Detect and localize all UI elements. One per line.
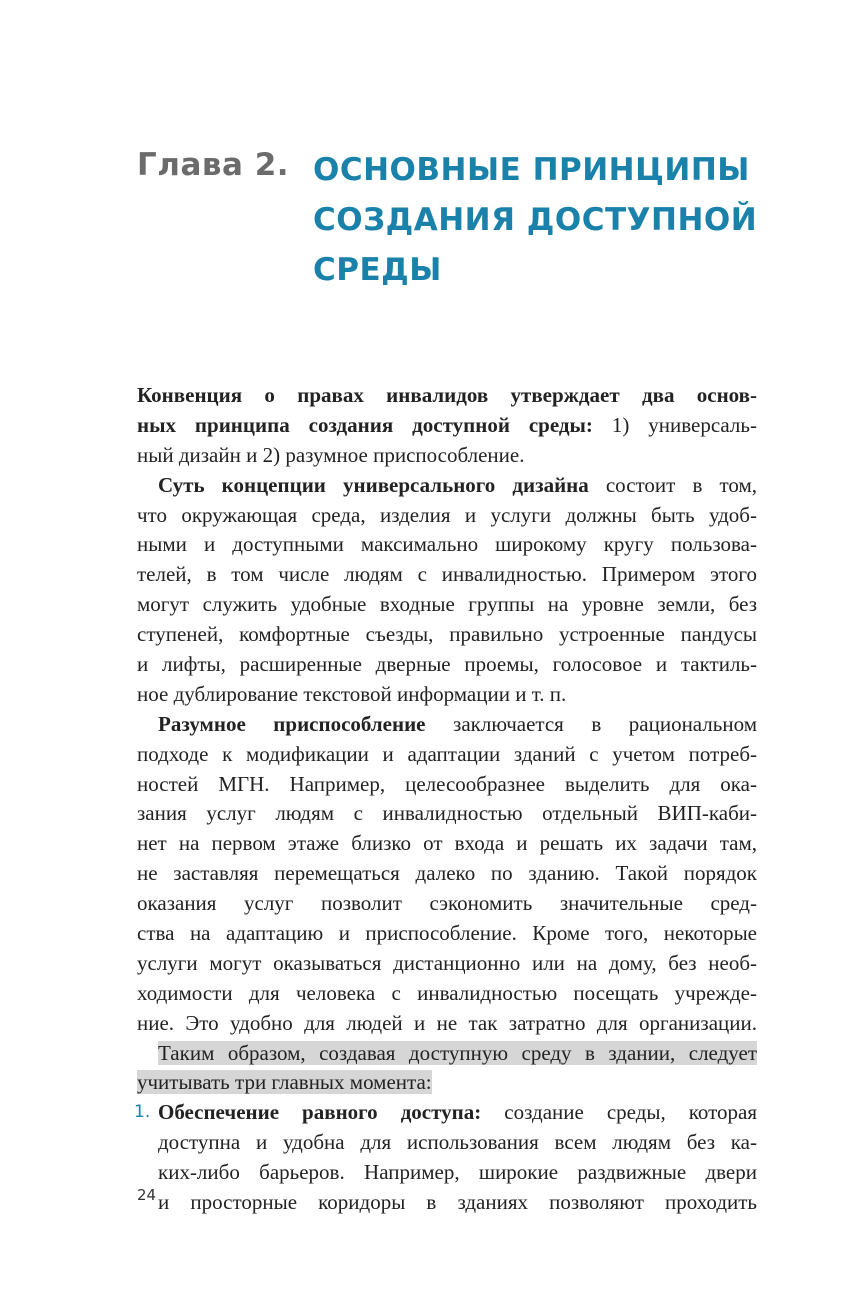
text-span: состоит в том, (588, 472, 757, 497)
text-line: ный дизайн и 2) разумное приспособление. (137, 442, 525, 467)
text-line: и лифты, расширенные дверные проемы, голосовое и тактиль- (137, 652, 757, 677)
bold-text: Конвенция о правах инвалидов утверждает два основ- (137, 383, 757, 407)
text-line: ностей МГН. Например, целесообразнее выделить для ока- (137, 771, 757, 796)
text-line: оказания услуг позволит сэкономить значительные сред- (137, 891, 757, 916)
text-line (137, 710, 757, 740)
text-line: ными и доступными максимально широкому кругу пользова- (137, 532, 757, 557)
text-line: и просторные коридоры в зданиях позволяют проходить (158, 1190, 757, 1215)
text-line: зания услуг людям с инвалидностью отдельный ВИП-каби- (137, 801, 757, 826)
chapter-title-line: СРЕДЫ (313, 252, 442, 288)
text-line: услуги могут оказываться дистанционно или на дому, без необ- (137, 950, 757, 975)
text-span: 1) универсаль- (592, 412, 757, 437)
bold-text: Разумное приспособление (158, 711, 426, 736)
list-marker: 1. (134, 1102, 151, 1123)
text-line (137, 411, 757, 441)
text-line (137, 1039, 757, 1069)
text-line: ства на адаптацию и приспособление. Кроме того, некоторые (137, 921, 757, 946)
chapter-number: Глава 2. (137, 147, 290, 183)
text-line: ное дублирование текстовой информации и т. п. (137, 681, 567, 706)
highlighted-text: Таким образом, создавая доступную среду в здании, следует (158, 1040, 757, 1065)
text-line: ких-либо барьеров. Например, широкие раздвижные двери (158, 1160, 757, 1185)
text-line: телей, в том числе людям с инвалидностью. Примером этого (137, 562, 757, 587)
text-line: что окружающая среда, изделия и услуги должны быть удоб- (137, 502, 757, 527)
text-line (137, 381, 757, 411)
text-line: ступеней, комфортные съезды, правильно устроенные пандусы (137, 622, 757, 647)
chapter-title-line: СОЗДАНИЯ ДОСТУПНОЙ (313, 202, 758, 238)
text-line: ние. Это удобно для людей и не так затратно для организации. (137, 1010, 757, 1035)
text-line: подходе к модификации и адаптации зданий с учетом потреб- (137, 741, 757, 766)
text-line (137, 1068, 757, 1098)
text-span: создание среды, которая (481, 1100, 757, 1125)
bold-text: ных принципа создания доступной среды: (137, 412, 593, 437)
text-span: заключается в рациональном (425, 711, 757, 736)
text-line: могут служить удобные входные группы на уровне земли, без (137, 592, 757, 617)
text-line (137, 471, 757, 501)
chapter-title-line: ОСНОВНЫЕ ПРИНЦИПЫ (313, 152, 750, 188)
bold-text: Обеспечение равного доступа: (158, 1100, 482, 1125)
page-number: 24 (137, 1186, 157, 1204)
list-item (134, 1098, 757, 1218)
chapter-title (313, 145, 783, 295)
text-line: доступна и удобна для использования всем людям без ка- (158, 1130, 757, 1155)
text-line (137, 1098, 757, 1128)
text-line: не заставляя перемещаться далеко по зданию. Такой порядок (137, 861, 757, 886)
bold-text: Суть концепции универсального дизайна (158, 472, 589, 497)
text-line: ходимости для человека с инвалидностью посещать учрежде- (137, 980, 757, 1005)
highlighted-text: учитывать три главных момента: (137, 1070, 432, 1095)
body-text (134, 381, 757, 1218)
text-line: нет на первом этаже близко от входа и решать их задачи там, (137, 831, 757, 856)
